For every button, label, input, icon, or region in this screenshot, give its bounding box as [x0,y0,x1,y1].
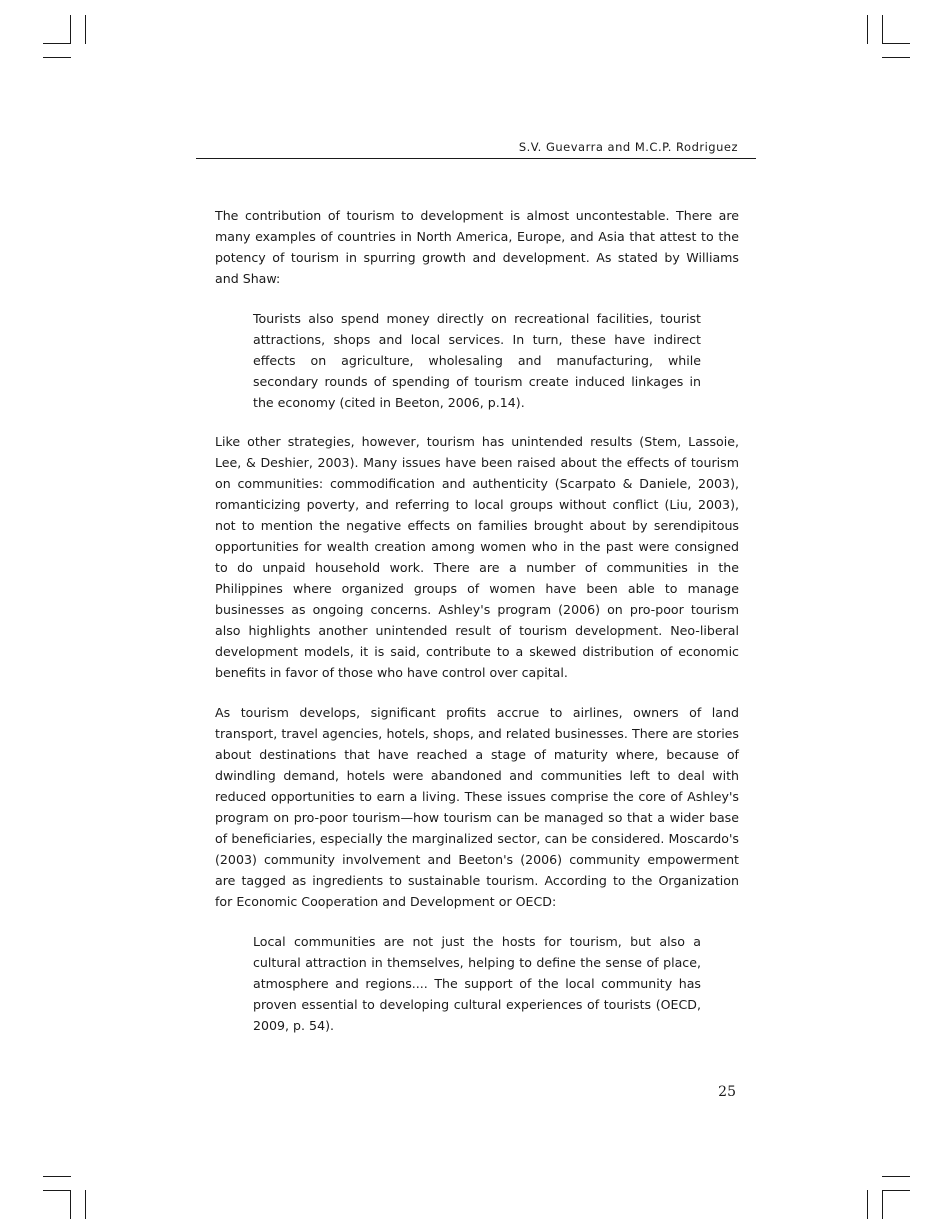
crop-mark-top-left-v2 [85,15,86,44]
crop-mark-top-right-v2 [882,15,883,44]
crop-mark-top-left-v1 [70,15,71,44]
crop-mark-bottom-left-h [43,1176,71,1177]
crop-mark-bottom-right-h [882,1176,910,1177]
paragraph-3: As tourism develops, significant profits accrue to airlines, owners of land transport, travel agencies, hotels, shops, and related businesses. There are stories about destinations that have reached a stage of maturity where, because of dwindling demand, hotels were abandoned and communities left to deal with reduced opportunities to earn a living. These issues comprise the core of Ashley's program on pro-poor tourism—how tourism can be managed so that a wider base of beneficiaries, especially the marginalized sector, can be considered. Moscardo's (2003) community involvement and Beeton's (2006) community empowerment are tagged as ingredients to sustainable tourism. According to the Organization for Economic Cooperation and Development or OECD: [215,705,739,909]
crop-mark-bottom-right-h2 [882,1190,910,1191]
crop-mark-bottom-right-v1 [867,1190,868,1219]
crop-mark-top-right-h2 [882,57,910,58]
crop-mark-top-right-v1 [867,15,868,44]
running-header [196,140,756,159]
crop-mark-top-right-h [882,43,910,44]
crop-mark-bottom-left-v1 [70,1190,71,1219]
crop-mark-bottom-left-v2 [85,1190,86,1219]
crop-mark-top-left-h [43,43,71,44]
page-number: 25 [718,1084,736,1100]
crop-mark-top-left-h2 [43,57,71,58]
block-quote-2: Local communities are not just the hosts for tourism, but also a cultural attraction in themselves, helping to define the sense of place, atmosphere and regions.... The support of the local community has proven essential to developing cultural experiences of tourists (OECD, 2009, p. 54). [253,934,701,1033]
block-quote-1: Tourists also spend money directly on recreational facilities, tourist attractions, shops and local services. In turn, these have indirect effects on agriculture, wholesaling and manufacturing, while secondary rounds of spending of tourism create induced linkages in the economy (cited in Beeton, 2006, p.14). [253,311,701,410]
paragraph-1: The contribution of tourism to development is almost uncontestable. There are many examples of countries in North America, Europe, and Asia that attest to the potency of tourism in spurring growth and development. As stated by Williams and Shaw: [215,208,739,286]
crop-mark-bottom-left-h2 [43,1190,71,1191]
paragraph-2: Like other strategies, however, tourism has unintended results (Stem, Lassoie, Lee, & Deshier, 2003). Many issues have been raised about the effects of tourism on communities: commodification and authenticity (Scarpato & Daniele, 2003), romanticizing poverty, and referring to local groups without conflict (Liu, 2003), not to mention the negative effects on families brought about by serendipitous opportunities for wealth creation among women who in the past were consigned to do unpaid household work. There are a number of communities in the Philippines where organized groups of women have been able to manage businesses as ongoing concerns. Ashley's program (2006) on pro-poor tourism also highlights another unintended result of tourism development. Neo-liberal development models, it is said, contribute to a skewed distribution of economic benefits in favor of those who have control over capital. [215,434,739,680]
crop-mark-bottom-right-v2 [882,1190,883,1219]
header-authors: S.V. Guevarra and M.C.P. Rodriguez [518,140,738,154]
